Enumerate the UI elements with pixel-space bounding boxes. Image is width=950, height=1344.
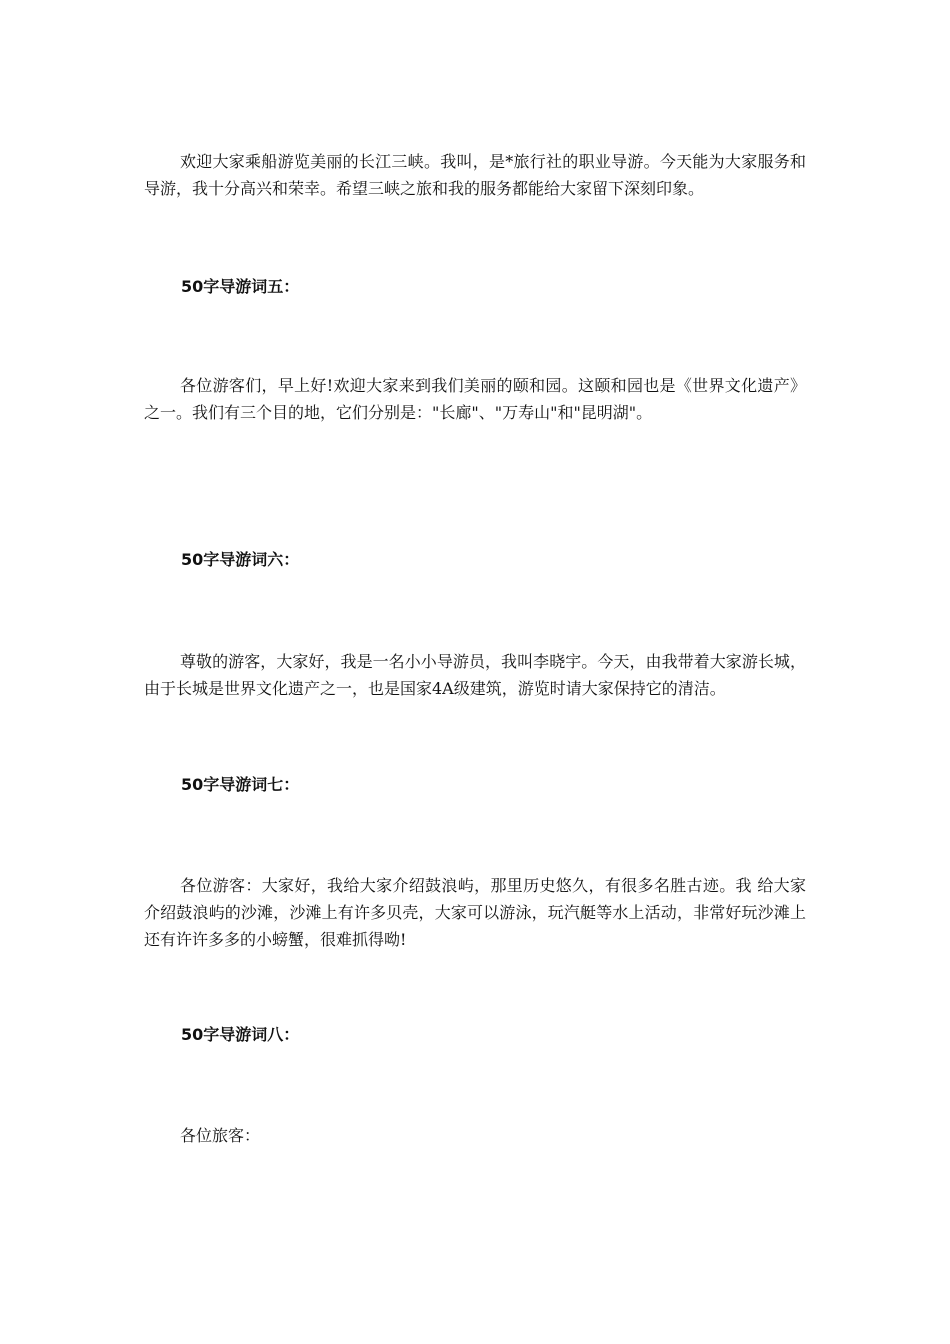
paragraph-summer-palace: 各位游客们，早上好!欢迎大家来到我们美丽的颐和园。这颐和园也是《世界文化遗产》之一。我们有三个目的地，它们分别是："长廊"、"万寿山"和"昆明湖"。 — [144, 376, 806, 422]
heading-tour-guide-5: 50字导游词五： — [181, 277, 300, 296]
heading-tour-guide-8: 50字导游词八： — [181, 1025, 300, 1044]
paragraph-dear-travelers: 各位旅客： — [180, 1126, 261, 1145]
heading-tour-guide-7: 50字导游词七： — [181, 775, 300, 794]
heading-tour-guide-6: 50字导游词六： — [181, 550, 300, 569]
paragraph-gulangyu: 各位游客：大家好，我给大家介绍鼓浪屿，那里历史悠久，有很多名胜古迹。我 给大家介绍鼓浪屿的沙滩，沙滩上有许多贝壳，大家可以游泳，玩汽艇等水上活动，非常好玩沙滩上还有许许多多的小螃蟹，很难抓得呦! — [144, 876, 806, 949]
paragraph-great-wall: 尊敬的游客，大家好，我是一名小小导游员，我叫李晓宇。今天，由我带着大家游长城，由于长城是世界文化遗产之一，也是国家4A级建筑，游览时请大家保持它的清洁。 — [144, 652, 806, 698]
paragraph-three-gorges: 欢迎大家乘船游览美丽的长江三峡。我叫，是*旅行社的职业导游。今天能为大家服务和导游，我十分高兴和荣幸。希望三峡之旅和我的服务都能给大家留下深刻印象。 — [144, 152, 806, 198]
